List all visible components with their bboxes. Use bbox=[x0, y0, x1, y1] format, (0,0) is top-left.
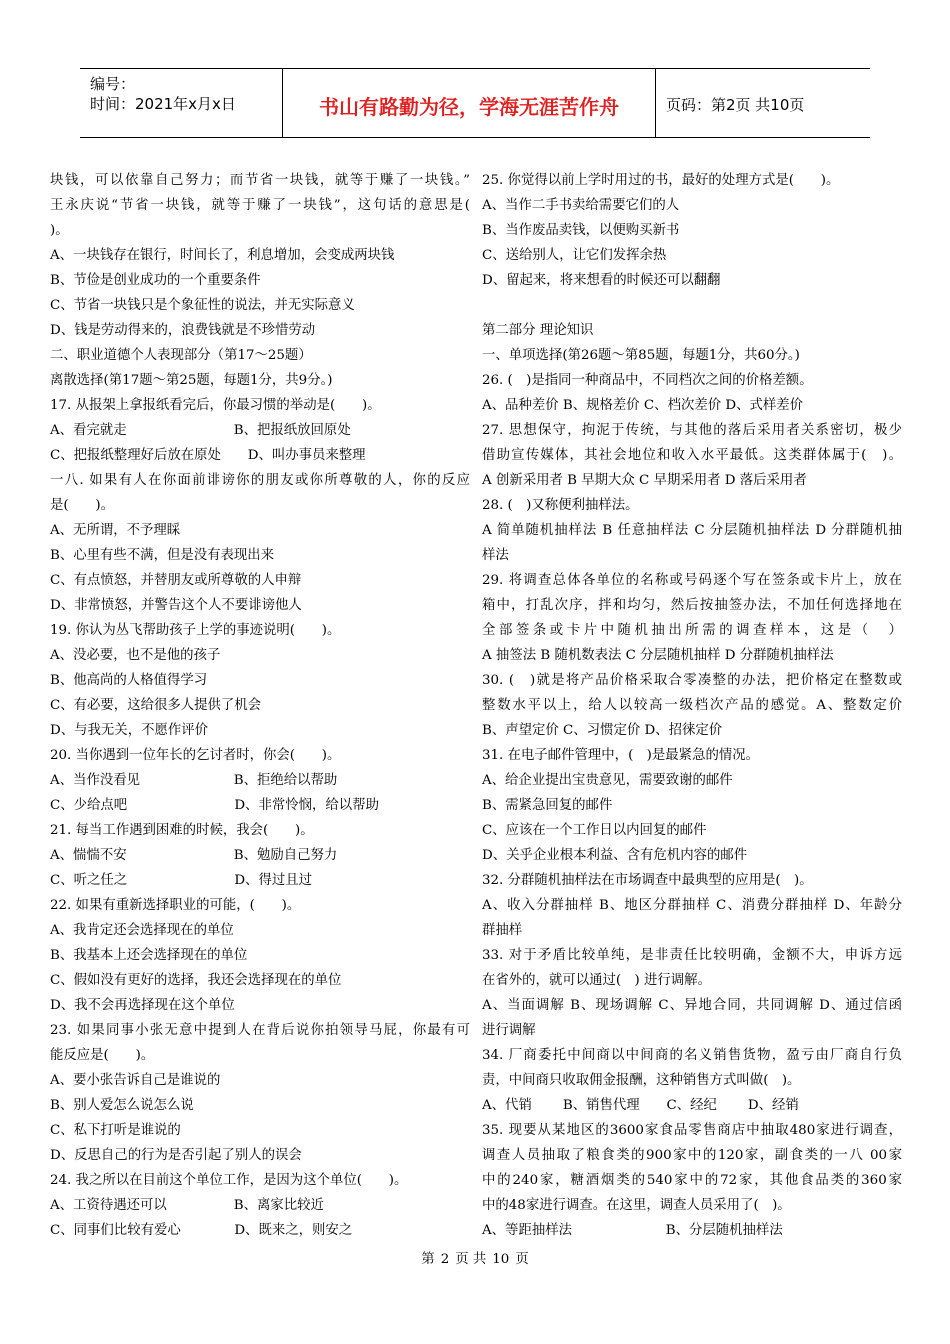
text-line: B、我基本上还会选择现在的单位 bbox=[50, 948, 248, 963]
text-line: 27. 思想保守，拘泥于传统，与其他的落后采用者关系密切，极少 bbox=[482, 423, 902, 438]
page-header bbox=[80, 68, 870, 138]
text-line: 样法 bbox=[482, 548, 509, 563]
text-line: C、有必要，这给很多人提供了机会 bbox=[50, 698, 262, 713]
text-line: 19. 你认为丛飞帮助孩子上学的事迹说明( )。 bbox=[50, 623, 341, 638]
text-line: 24. 我之所以在目前这个单位工作，是因为这个单位( )。 bbox=[50, 1173, 408, 1188]
text-line: D、与我无关，不愿作评价 bbox=[50, 723, 209, 738]
text-line: 23. 如果同事小张无意中提到人在背后说你拍领导马屁，你最有可 bbox=[50, 1023, 470, 1038]
right-text-column bbox=[482, 168, 902, 1243]
text-line: 在省外的，就可以通过( ) 进行调解。 bbox=[482, 973, 711, 988]
text-line: )。 bbox=[50, 223, 69, 238]
header-page-info: 页码：第2页 共10页 bbox=[666, 96, 805, 114]
footer-suffix: 页 bbox=[515, 1252, 529, 1267]
page-footer bbox=[0, 1248, 950, 1267]
text-line: C、节省一块钱只是个象征性的说法，并无实际意义 bbox=[50, 298, 355, 313]
text-line: A、一块钱存在银行，时间长了，利息增加，会变成两块钱 bbox=[50, 248, 395, 263]
text-line: D、反思自己的行为是否引起了别人的误会 bbox=[50, 1148, 302, 1163]
left-text-column bbox=[50, 168, 470, 1243]
text-line: D、非常愤怒，并警告这个人不要诽谤他人 bbox=[50, 598, 302, 613]
text-line: 22. 如果有重新选择职业的可能，( )。 bbox=[50, 898, 301, 913]
text-line: B、他高尚的人格值得学习 bbox=[50, 673, 208, 688]
text-line: C、把报纸整理好后放在原处 D、叫办事员来整理 bbox=[50, 448, 366, 463]
text-line: A、收入分群抽样 B、地区分群抽样 C、消费分群抽样 D、年龄分 bbox=[482, 898, 902, 913]
text-line: 群抽样 bbox=[482, 923, 523, 938]
text-line: A 抽签法 B 随机数表法 C 分层随机抽样 D 分群随机抽样法 bbox=[482, 648, 834, 663]
text-line: B、需紧急回复的邮件 bbox=[482, 798, 613, 813]
text-line: 借助宣传媒体，其社会地位和收入水平最低。这类群体属于( )。 bbox=[482, 448, 902, 463]
text-line: A、给企业提出宝贵意见，需要致谢的邮件 bbox=[482, 773, 733, 788]
text-line: C、私下打听是谁说的 bbox=[50, 1123, 181, 1138]
text-line: 箱中，打乱次序，拌和均匀，然后按抽签办法，不加任何选择地在 bbox=[482, 598, 902, 613]
text-line: 28. ( )又称便利抽样法。 bbox=[482, 498, 639, 513]
header-page-cell bbox=[656, 69, 870, 137]
text-line: C、假如没有更好的选择，我还会选择现在的单位 bbox=[50, 973, 342, 988]
text-line: 能反应是( )。 bbox=[50, 1048, 155, 1063]
text-line: A、无所谓，不予理睬 bbox=[50, 523, 181, 538]
text-line: A、我肯定还会选择现在的单位 bbox=[50, 923, 234, 938]
text-line: 整数水平以上，给人以较高一级档次产品的感觉。A、整数定价 bbox=[482, 698, 902, 713]
text-line: 30. ( )就是将产品价格采取合零凑整的办法，把价格定在整数或 bbox=[482, 673, 902, 688]
text-line: A、看完就走 B、把报纸放回原处 bbox=[50, 423, 351, 438]
text-line: 责，中间商只收取佣金报酬，这种销售方式叫做( )。 bbox=[482, 1073, 801, 1088]
text-line: 17. 从报架上拿报纸看完后，你最习惯的举动是( )。 bbox=[50, 398, 381, 413]
text-line: 二、职业道德个人表现部分（第17～25题） bbox=[50, 348, 312, 363]
text-line: D、留起来，将来想看的时候还可以翻翻 bbox=[482, 273, 721, 288]
text-line: 35. 现要从某地区的3600家食品零售商店中抽取480家进行调查， bbox=[482, 1123, 902, 1138]
footer-total-pages: 10 bbox=[492, 1252, 510, 1267]
text-line: A、工资待遇还可以 B、离家比较近 bbox=[50, 1198, 324, 1213]
text-line: 26. ( )是指同一种商品中，不同档次之间的价格差额。 bbox=[482, 373, 813, 388]
text-line: A 创新采用者 B 早期大众 C 早期采用者 D 落后采用者 bbox=[482, 473, 807, 488]
text-line: 一、单项选择(第26题～第85题，每题1分，共60分。) bbox=[482, 348, 800, 363]
header-meta-cell bbox=[80, 69, 283, 137]
text-line: A、品种差价 B、规格差价 C、档次差价 D、式样差价 bbox=[482, 398, 804, 413]
text-line: D、钱是劳动得来的，浪费钱就是不珍惜劳动 bbox=[50, 323, 316, 338]
text-line: A、当作二手书卖给需要它们的人 bbox=[482, 198, 680, 213]
text-line: A、没必要，也不是他的孩子 bbox=[50, 648, 221, 663]
text-line: 是( )。 bbox=[50, 498, 115, 513]
text-line: A、当作没看见 B、拒绝给以帮助 bbox=[50, 773, 338, 788]
text-line bbox=[482, 293, 902, 318]
footer-page-number: 2 bbox=[440, 1252, 450, 1267]
text-line: 21. 每当工作遇到困难的时候，我会( )。 bbox=[50, 823, 314, 838]
text-line: 调查人员抽取了粮食类的900家中的120家，副食类的一八 00家 bbox=[482, 1148, 902, 1163]
text-line: A 简单随机抽样法 B 任意抽样法 C 分层随机抽样法 D 分群随机抽 bbox=[482, 523, 902, 538]
header-motto-cell bbox=[283, 69, 656, 137]
text-line: C、有点愤怒，并替朋友或所尊敬的人申辩 bbox=[50, 573, 302, 588]
text-line: 中的240家，糖酒烟类的540家中的72家，其他食品类的360家 bbox=[482, 1173, 902, 1188]
text-line: B、节俭是创业成功的一个重要条件 bbox=[50, 273, 261, 288]
footer-middle: 页 共 bbox=[455, 1252, 487, 1267]
text-line: A、要小张告诉自己是谁说的 bbox=[50, 1073, 221, 1088]
text-line: 块钱，可以依靠自己努力；而节省一块钱，就等于赚了一块钱。” bbox=[50, 173, 470, 188]
text-line: B、心里有些不满，但是没有表现出来 bbox=[50, 548, 275, 563]
text-line: 王永庆说“节省一块钱，就等于赚了一块钱”，这句话的意思是( bbox=[50, 198, 470, 213]
text-line: 33. 对于矛盾比较单纯，是非责任比较明确，金额不大，申诉方远 bbox=[482, 948, 902, 963]
text-line: 进行调解 bbox=[482, 1023, 536, 1038]
header-motto: 书山有路勤为径，学海无涯苦作舟 bbox=[319, 95, 619, 119]
text-line: C、少给点吧 D、非常怜悯，给以帮助 bbox=[50, 798, 379, 813]
document-time-label: 时间：2021年x月x日 bbox=[90, 95, 236, 113]
document-number-label: 编号： bbox=[90, 75, 136, 93]
text-line: D、我不会再选择现在这个单位 bbox=[50, 998, 235, 1013]
text-line: 25. 你觉得以前上学时用过的书，最好的处理方式是( )。 bbox=[482, 173, 840, 188]
text-line: C、应该在一个工作日以内回复的邮件 bbox=[482, 823, 707, 838]
text-line: B、当作废品卖钱，以便购买新书 bbox=[482, 223, 680, 238]
text-line: 第二部分 理论知识 bbox=[482, 323, 594, 338]
text-line: C、听之任之 D、得过且过 bbox=[50, 873, 313, 888]
text-line: B、别人爱怎么说怎么说 bbox=[50, 1098, 194, 1113]
text-line: 中的48家进行调查。在这里，调查人员采用了( )。 bbox=[482, 1198, 791, 1213]
text-line: 34. 厂商委托中间商以中间商的名义销售货物，盈亏由厂商自行负 bbox=[482, 1048, 902, 1063]
text-line: B、声望定价 C、习惯定价 D、招徕定价 bbox=[482, 723, 723, 738]
text-line: 20. 当你遇到一位年长的乞讨者时，你会( )。 bbox=[50, 748, 341, 763]
text-line: D、关乎企业根本利益、含有危机内容的邮件 bbox=[482, 848, 748, 863]
text-line: 31. 在电子邮件管理中，( )是最紧急的情况。 bbox=[482, 748, 760, 763]
text-line: A、代销 B、销售代理 C、经纪 D、经销 bbox=[482, 1098, 799, 1113]
text-line: 全部签条或卡片中随机抽出所需的调查样本，这是（ ） bbox=[482, 623, 902, 638]
text-line: A、当面调解 B、现场调解 C、异地合同，共同调解 D、通过信函 bbox=[482, 998, 902, 1013]
text-line: 离散选择(第17题～第25题，每题1分，共9分。) bbox=[50, 373, 333, 388]
text-line: C、同事们比较有爱心 D、既来之，则安之 bbox=[50, 1223, 353, 1238]
text-line: 32. 分群随机抽样法在市场调查中最典型的应用是( )。 bbox=[482, 873, 813, 888]
text-line: 一八. 如果有人在你面前诽谤你的朋友或你所尊敬的人，你的反应 bbox=[50, 473, 470, 488]
footer-prefix: 第 bbox=[421, 1252, 435, 1267]
text-line: A、惴惴不安 B、勉励自己努力 bbox=[50, 848, 338, 863]
text-line: 29. 将调查总体各单位的名称或号码逐个写在签条或卡片上，放在 bbox=[482, 573, 902, 588]
text-line: C、送给别人，让它们发挥余热 bbox=[482, 248, 667, 263]
text-line: A、等距抽样法 B、分层随机抽样法 bbox=[482, 1223, 783, 1238]
